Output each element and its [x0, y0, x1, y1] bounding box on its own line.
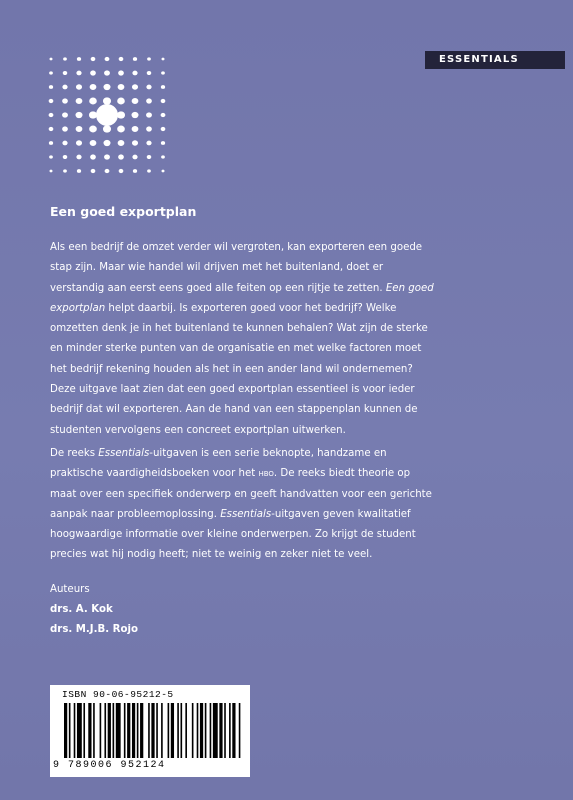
logo-dot	[49, 127, 54, 131]
logo-dot	[147, 155, 152, 159]
barcode-bar	[113, 703, 115, 758]
logo-dot	[117, 98, 125, 105]
logo-dot	[49, 85, 53, 89]
logo-dot	[118, 140, 125, 146]
logo-dot	[76, 98, 83, 104]
logo-dot	[49, 113, 54, 117]
logo-dot	[119, 169, 124, 173]
barcode-bar	[93, 703, 95, 758]
isbn-label: ISBN 90-06-95212-5	[62, 689, 174, 700]
logo-dot	[63, 169, 67, 172]
barcode-bar	[161, 703, 163, 758]
author-name: drs. A. Kok	[50, 604, 113, 615]
logo-dot	[118, 84, 125, 90]
barcode-bar	[156, 703, 158, 758]
logo-dot	[146, 98, 152, 103]
barcode-bar	[140, 703, 143, 758]
barcode-bar	[205, 703, 207, 758]
logo-dot	[132, 98, 139, 104]
logo-dot	[62, 126, 68, 131]
logo-dot	[62, 85, 67, 90]
logo-dot	[90, 70, 96, 75]
barcode-bar	[132, 703, 135, 758]
logo-dot	[105, 169, 110, 173]
barcode-bar	[224, 703, 226, 758]
barcode-bar	[197, 703, 199, 758]
barcode-bar	[168, 703, 170, 758]
barcode-bar	[116, 703, 121, 758]
logo-dot	[161, 71, 165, 74]
barcode-bar	[229, 703, 231, 758]
logo-dot	[119, 57, 124, 61]
barcode-bar	[185, 703, 187, 758]
logo-dot	[50, 58, 53, 61]
logo-dot	[77, 57, 81, 61]
barcode-box	[50, 685, 250, 777]
logo-dot	[90, 154, 96, 159]
barcode-bar	[181, 703, 183, 758]
barcode-bar	[151, 703, 154, 758]
barcode-bar	[64, 703, 67, 758]
logo-dot	[50, 170, 53, 173]
logo-dot	[132, 140, 138, 145]
dot-grid-logo-icon	[42, 50, 172, 180]
logo-dot	[49, 155, 53, 158]
logo-dot	[161, 113, 166, 117]
logo-dot	[118, 70, 124, 75]
logo-dot	[146, 85, 151, 90]
logo-dot	[76, 126, 83, 132]
logo-dot	[76, 71, 81, 76]
barcode-bar	[177, 703, 179, 758]
logo-dot	[89, 98, 97, 105]
description-text-2: helpt daarbij. Is exporteren goed voor het bedrijf? Welke omzetten denk je in het buitenland te kunnen behalen? Wat zijn de sterke en minder sterke punten van de organisatie en met welke factoren moet het bedrijf rekening houden als het in een ander land wil ondernemen? Deze uitgave laat zien dat een goed exportplan essentieel is voor ieder bedrijf dat wil exporteren. Aan de hand van een stappenplan kunnen de studenten vervolgens een concreet exportplan uitwerken.	[50, 302, 428, 436]
logo-dot	[104, 154, 110, 159]
logo-dot	[62, 98, 68, 103]
series-text-1: De reeks	[50, 448, 99, 459]
description-text-1: Als een bedrijf de omzet verder wil vergroten, kan exporteren een goede stap zijn. Maar wie handel wil drijven met het buitenland, doet er verstandig aan eerst eens goed alle feiten op een rijtje te zetten.	[50, 242, 423, 294]
series-smallcaps: hbo	[258, 468, 274, 480]
logo-dot	[147, 71, 152, 75]
description-italic-title: Een goed exportplan	[50, 282, 434, 314]
logo-dot	[147, 169, 151, 172]
logo-dot	[63, 155, 68, 159]
series-text-3: . De reeks biedt theorie op maat over een specifiek onderwerp en geeft handvatten voor een gerichte aanpak naar probleemoplossing.	[50, 468, 432, 520]
logo-dot	[117, 111, 125, 118]
series-italic-2: Essentials	[220, 508, 272, 520]
barcode-bar	[171, 703, 174, 758]
logo-center-dot	[96, 104, 118, 126]
logo-dot	[90, 140, 97, 146]
logo-dot	[132, 84, 138, 89]
logo-dot	[146, 126, 152, 131]
barcode-bar	[210, 703, 212, 758]
book-title: Een goed exportplan	[50, 204, 197, 219]
logo-dot	[76, 112, 83, 118]
logo-dot	[76, 84, 82, 89]
series-paragraph	[50, 444, 435, 566]
logo-dot	[161, 85, 165, 89]
logo-dot	[49, 141, 53, 145]
authors-block	[50, 580, 138, 640]
logo-dot	[117, 126, 125, 133]
logo-dot	[77, 169, 81, 173]
logo-dot	[133, 57, 137, 61]
logo-dot	[133, 169, 137, 173]
logo-dot	[161, 127, 166, 131]
ean-number: 9 789006 952124	[53, 760, 166, 771]
logo-dot	[76, 155, 81, 160]
logo-dot	[49, 71, 53, 74]
barcode-bar	[74, 703, 76, 758]
logo-dot	[104, 84, 111, 90]
logo-dot	[132, 112, 139, 118]
barcode-bar	[232, 703, 235, 758]
barcode-bar	[200, 703, 203, 758]
series-text-2: -uitgaven is een serie beknopte, handzame en praktische vaardigheidsboeken voor het	[50, 448, 387, 480]
logo-dot	[76, 140, 82, 145]
description-paragraph	[50, 238, 435, 441]
barcode-bar	[69, 703, 71, 758]
logo-dot	[104, 70, 110, 75]
logo-dot	[132, 71, 137, 76]
series-badge: ESSENTIALS	[425, 51, 565, 69]
logo-dot	[91, 57, 96, 61]
authors-heading: Auteurs	[50, 584, 90, 595]
logo-dot	[162, 58, 165, 61]
logo-dot	[147, 57, 151, 60]
author-name: drs. M.J.B. Rojo	[50, 624, 138, 635]
barcode-icon	[64, 703, 242, 758]
barcode-bar	[219, 703, 222, 758]
logo-dot	[146, 112, 152, 117]
logo-dot	[62, 112, 68, 117]
logo-dot	[103, 97, 111, 104]
barcode-bar	[100, 703, 102, 758]
barcode-bar	[88, 703, 91, 758]
logo-dot	[132, 126, 139, 132]
logo-dot	[49, 99, 54, 103]
barcode-bar	[192, 703, 194, 758]
logo-dot	[105, 57, 110, 61]
barcode-bar	[124, 703, 126, 758]
logo-dot	[146, 141, 151, 146]
barcode-bar	[137, 703, 139, 758]
barcode-bar	[148, 703, 150, 758]
logo-dot	[89, 111, 97, 118]
logo-dot	[63, 57, 67, 60]
logo-dot	[89, 126, 97, 133]
barcode-bar	[83, 703, 85, 758]
logo-dot	[63, 71, 68, 75]
barcode-bar	[104, 703, 106, 758]
series-italic-1: Essentials	[98, 448, 150, 459]
logo-dot	[161, 99, 166, 103]
barcode-bar	[108, 703, 111, 758]
barcode-bar	[213, 703, 218, 758]
logo-dot	[161, 155, 165, 158]
logo-dot	[118, 154, 124, 159]
logo-dot	[132, 155, 137, 160]
barcode-bar	[239, 703, 241, 758]
logo-dot	[104, 140, 111, 146]
logo-dot	[62, 141, 67, 146]
logo-dot	[91, 169, 96, 173]
logo-dot	[162, 170, 165, 173]
logo-dot	[90, 84, 97, 90]
barcode-bar	[127, 703, 130, 758]
series-text-4: -uitgaven geven kwalitatief hoogwaardige informatie over kleine onderwerpen. Zo krijgt de student precies wat hij nodig heeft; niet te weinig en zeker niet te veel.	[50, 508, 416, 561]
logo-dot	[103, 125, 111, 132]
barcode-bar	[77, 703, 82, 758]
logo-dot	[161, 141, 165, 145]
